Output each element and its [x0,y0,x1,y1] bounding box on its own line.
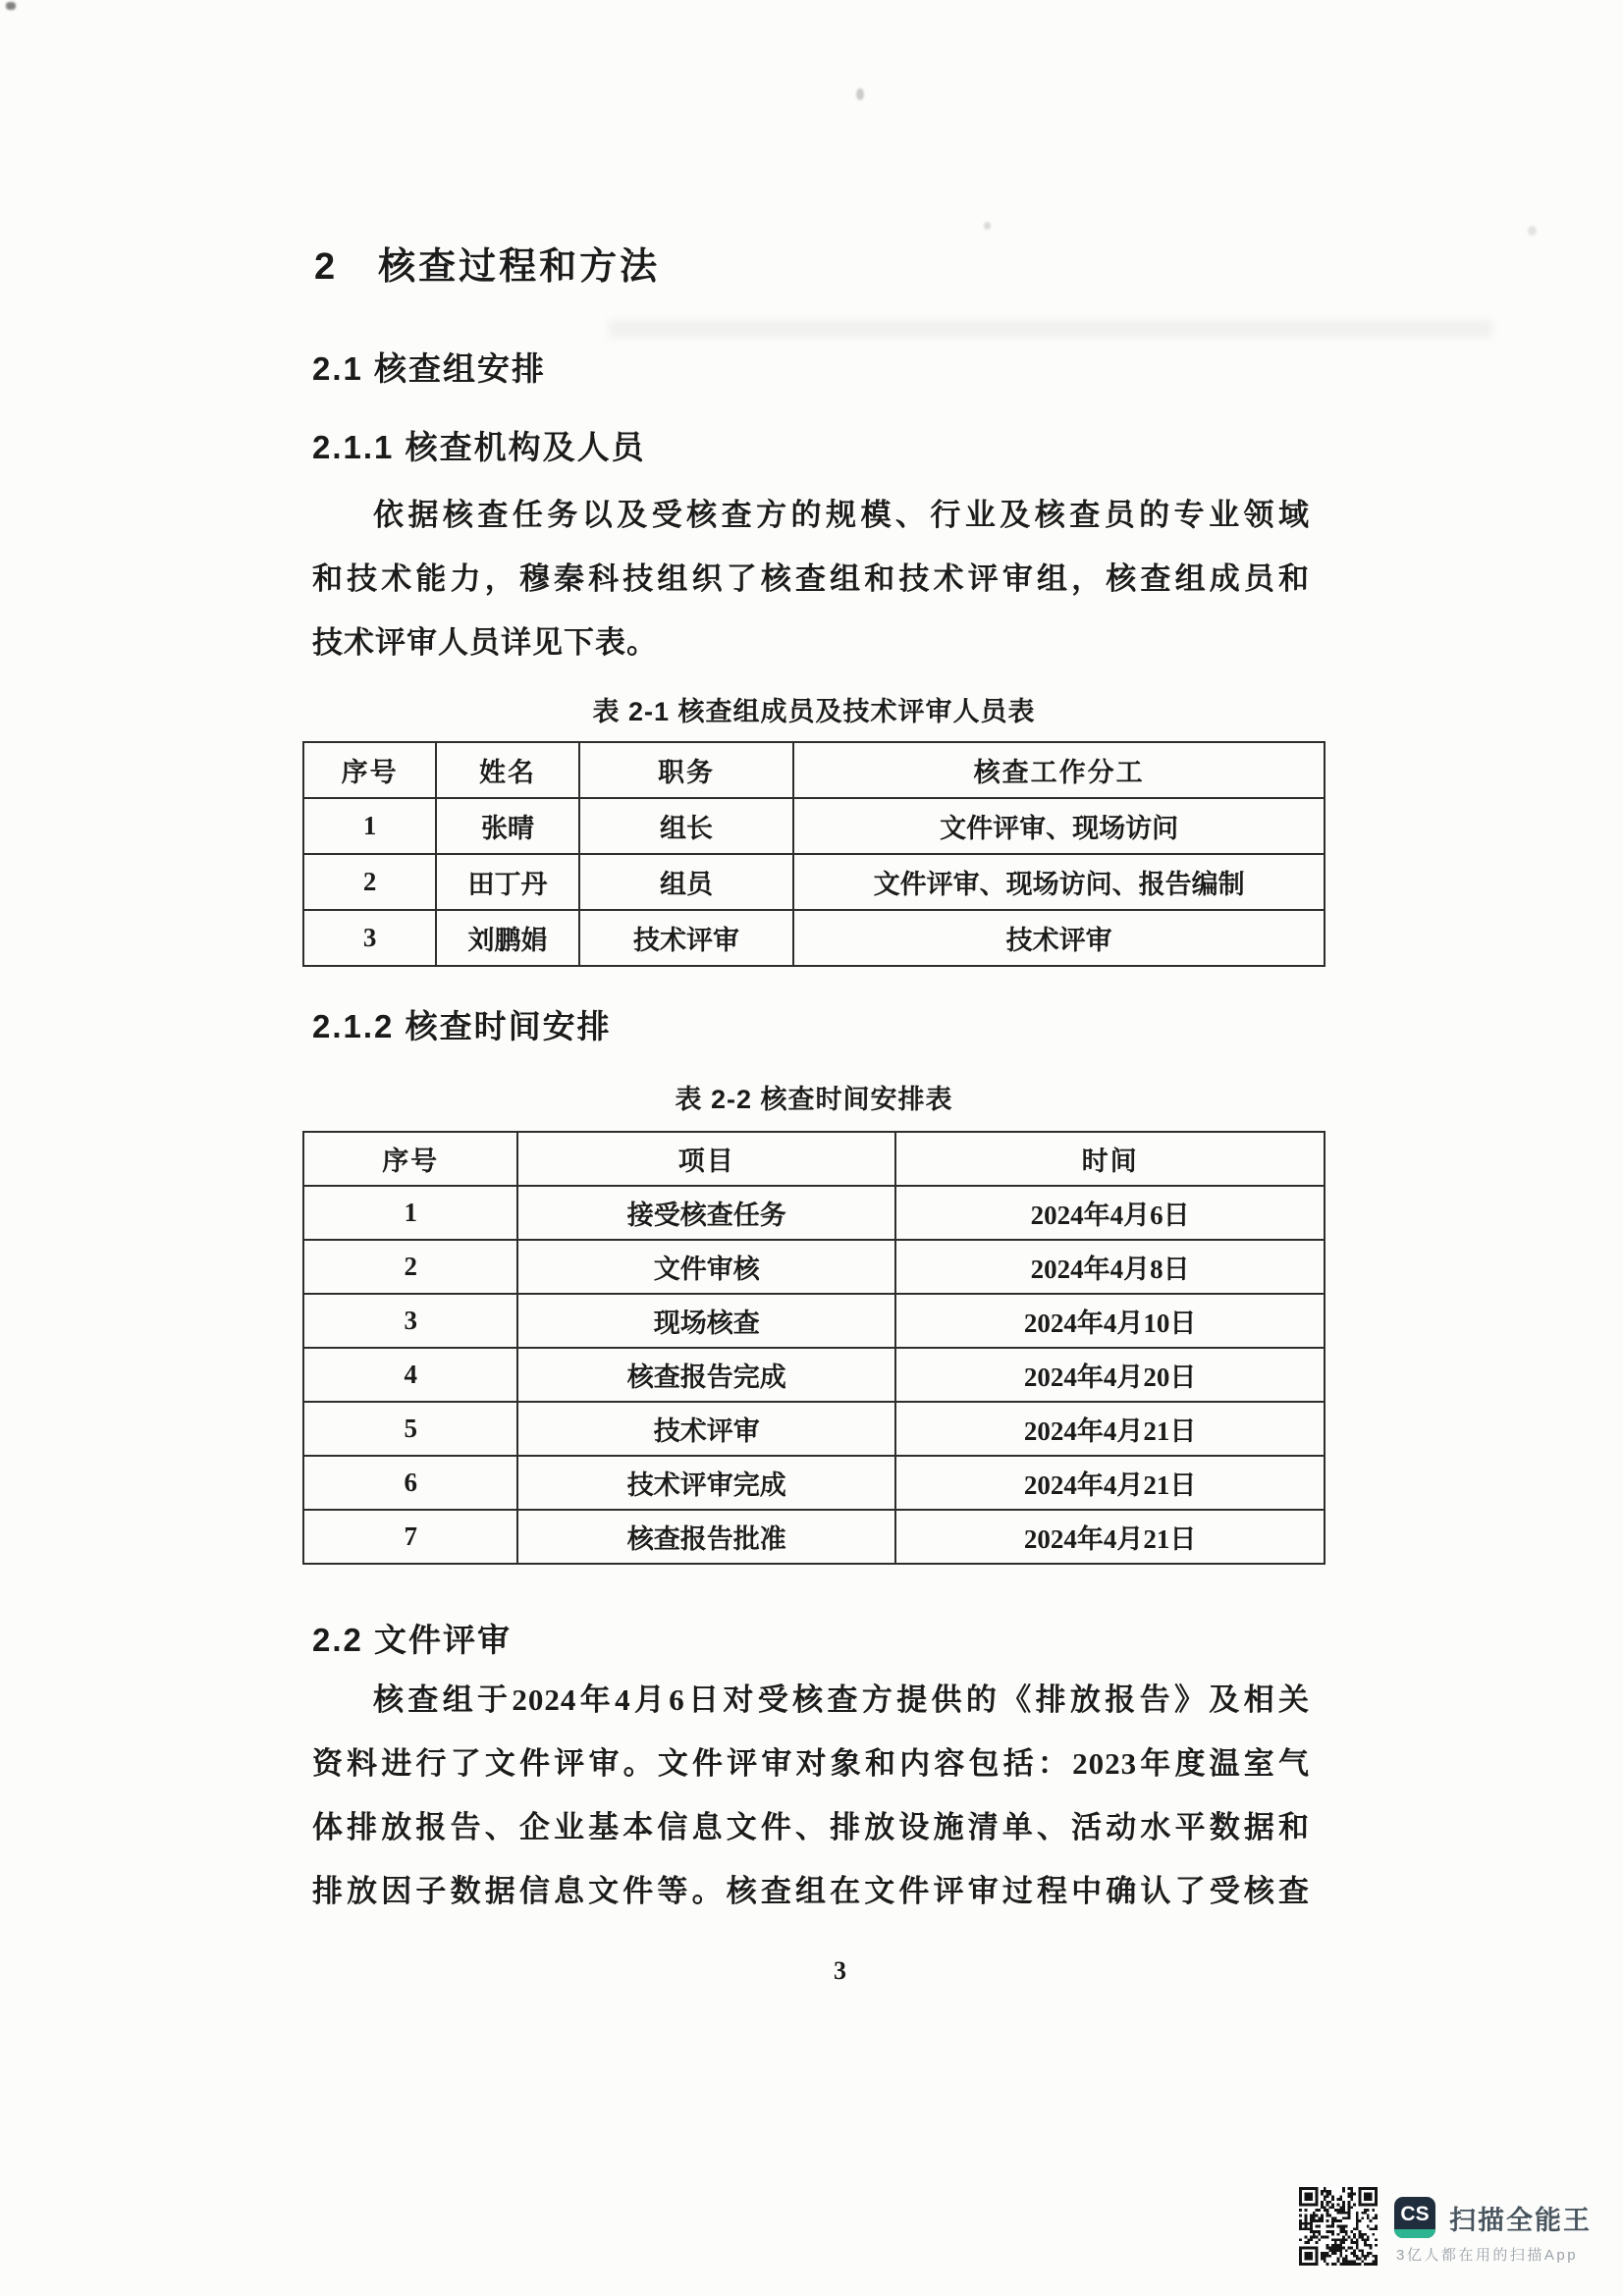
table-header-cell: 序号 [303,742,436,798]
table-cell: 张晴 [436,798,579,854]
paragraph-team-arrangement [312,483,1310,674]
table-row [303,1240,1325,1294]
table-header-cell: 序号 [303,1132,517,1186]
paragraph-line: 资料进行了文件评审。文件评审对象和内容包括：2023年度温室气 [312,1746,1310,1781]
table-row [303,1186,1325,1240]
table-row [303,1294,1325,1348]
scan-bleedthrough-smudge [609,320,1492,338]
section-heading-2-1-2: 2.1.2 核查时间安排 [312,1008,612,1044]
table-cell: 组长 [579,798,793,854]
table-2-1-caption: 表 2-1 核查组成员及技术评审人员表 [592,697,1036,726]
camscanner-app-icon [1394,2197,1435,2238]
table-cell: 5 [303,1402,517,1456]
table-row [303,1510,1325,1564]
table-cell: 文件审核 [517,1240,895,1294]
section-heading-2: 2 核查过程和方法 [314,246,661,288]
table-cell: 2 [303,1240,517,1294]
table-cell: 3 [303,910,436,966]
table-cell: 1 [303,798,436,854]
table-cell: 2024年4月21日 [895,1402,1325,1456]
paragraph-line: 依据核查任务以及受核查方的规模、行业及核查员的专业领域 [373,498,1310,532]
table-header-cell: 职务 [579,742,793,798]
table-cell: 核查报告完成 [517,1348,895,1402]
scan-speck [856,88,864,100]
table-row [303,910,1325,966]
table-cell: 核查报告批准 [517,1510,895,1564]
table-cell: 田丁丹 [436,854,579,910]
qr-code [1299,2187,1378,2266]
scan-speck [1528,226,1537,236]
table-cell: 技术评审完成 [517,1456,895,1510]
table-cell: 技术评审 [793,910,1325,966]
table-cell: 7 [303,1510,517,1564]
table-cell: 2024年4月21日 [895,1510,1325,1564]
table-cell: 2024年4月20日 [895,1348,1325,1402]
paragraph-line: 和技术能力，穆秦科技组织了核查组和技术评审组，核查组成员和 [312,561,1310,596]
table-cell: 技术评审 [517,1402,895,1456]
table-cell: 文件评审、现场访问 [793,798,1325,854]
table-header-cell: 核查工作分工 [793,742,1325,798]
table-cell: 接受核查任务 [517,1186,895,1240]
table-header-cell: 项目 [517,1132,895,1186]
paragraph-line: 体排放报告、企业基本信息文件、排放设施清单、活动水平数据和 [312,1810,1310,1844]
section-heading-2-1-1: 2.1.1 核查机构及人员 [312,429,646,465]
table-cell: 2024年4月6日 [895,1186,1325,1240]
table-cell: 2024年4月10日 [895,1294,1325,1348]
table-cell: 2 [303,854,436,910]
section-heading-2-2: 2.2 文件评审 [312,1622,513,1658]
table-row [303,1402,1325,1456]
table-cell: 技术评审 [579,910,793,966]
table-row [303,1456,1325,1510]
page-number: 3 [834,1956,846,1985]
table-cell: 现场核查 [517,1294,895,1348]
table-header-cell: 姓名 [436,742,579,798]
table-cell: 6 [303,1456,517,1510]
scan-speck [6,2,16,10]
table-2-2-caption: 表 2-2 核查时间安排表 [675,1085,953,1114]
table-cell: 2024年4月8日 [895,1240,1325,1294]
scanner-app-name: 扫描全能王 [1449,2206,1592,2235]
scan-speck [984,222,991,230]
table-cell: 2024年4月21日 [895,1456,1325,1510]
table-cell: 1 [303,1186,517,1240]
paragraph-line: 排放因子数据信息文件等。核查组在文件评审过程中确认了受核查 [312,1874,1310,1908]
table-row [303,1348,1325,1402]
table-header-row [303,1132,1325,1186]
cs-logo-text: CS [1400,2203,1430,2225]
table-cell: 组员 [579,854,793,910]
team-members-table [302,741,1325,967]
table-row [303,798,1325,854]
paragraph-line: 技术评审人员详见下表。 [312,625,658,660]
table-header-cell: 时间 [895,1132,1325,1186]
icon-teal-band [1394,2229,1435,2238]
paragraph-document-review [312,1668,1310,1923]
table-header-row [303,742,1325,798]
paragraph-line: 核查组于2024年4月6日对受核查方提供的《排放报告》及相关 [373,1682,1310,1717]
section-heading-2-1: 2.1 核查组安排 [312,350,547,387]
schedule-table [302,1131,1325,1565]
scanner-app-tagline: 3亿人都在用的扫描App [1396,2247,1579,2264]
table-cell: 文件评审、现场访问、报告编制 [793,854,1325,910]
table-cell: 3 [303,1294,517,1348]
table-row [303,854,1325,910]
table-cell: 刘鹏娟 [436,910,579,966]
table-cell: 4 [303,1348,517,1402]
